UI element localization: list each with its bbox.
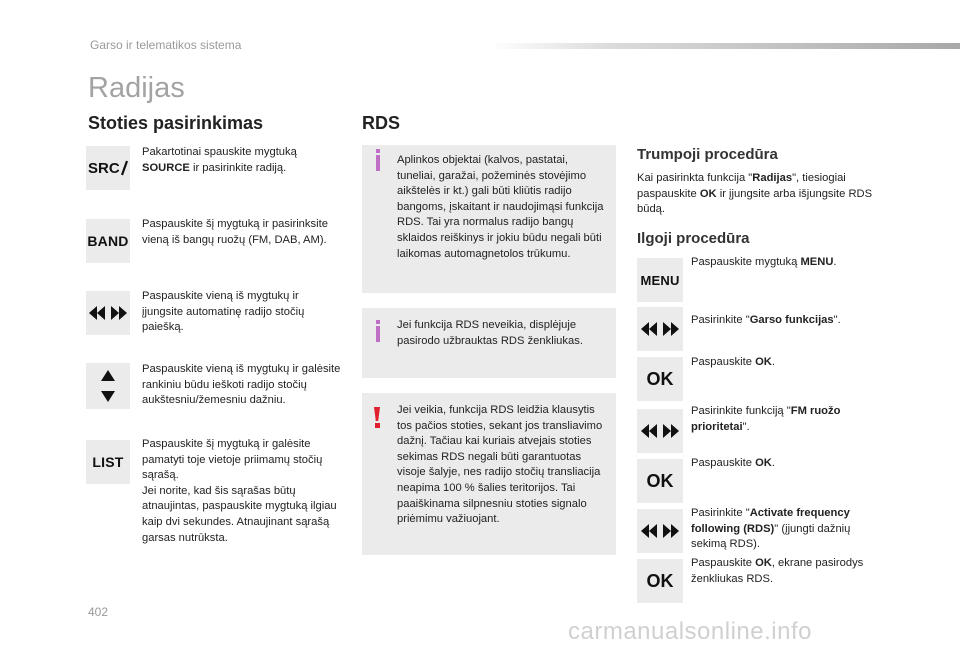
section-header: Garso ir telematikos sistema [90,38,242,52]
seek-arrows-icon [637,509,683,553]
step-2-text: Pasirinkite "Garso funkcijas". [691,314,841,326]
seek-arrows-icon [86,291,130,335]
info-note-rds-off: Jei funkcija RDS neveikia, displėjuje pasirodo užbrauktas RDS ženkliukas. [362,308,616,378]
manual-tuning-description: Paspauskite vieną iš mygtukų ir galėsite rankiniu būdu ieškoti radijo stočių aukštesniu/žemesniu dažniu. [142,363,341,407]
ok-button-icon: OK [637,559,683,603]
step-4-text: Pasirinkite funkciją "FM ruožo prioritetai". [691,405,841,433]
warning-note-rds-following: Jei veikia, funkcija RDS leidžia klausytis tos pačios stoties, sekant jos transliavimo dažnį. Tačiau kai kuriais atvejais stoties sekimas RDS negali būti garantuotas visoje šalyje, nes radijo stočių transliacija neapima 100 % šalies teritorijos. Tai paaiškinama silpnesniu stoties signalo priėmimu važiuojant. [362,393,616,555]
warning-icon [374,407,380,421]
warning-icon-dot [375,423,380,428]
up-down-arrows-icon [86,363,130,409]
seek-description: Paspauskite vieną iš mygtukų ir įjungsite automatinę radijo stočių paiešką. [142,290,305,334]
src-button-icon [86,146,130,190]
step-3-text: Paspauskite OK. [691,356,775,368]
page-title: Radijas [88,72,185,104]
seek-arrows-icon [637,307,683,351]
short-procedure-heading: Trumpoji procedūra [637,146,778,163]
seek-arrows-icon [637,409,683,453]
info-note-obstacles: Aplinkos objektai (kalvos, pastatai, tuneliai, garažai, požeminės stovėjimo aikštelės ir kt.) gali būti kliūtis radijo bangoms, įskaitant ir naudojimąsi funkcija RDS. Tai yra normalus radijo bangų sklaidos reiškinys ir jokiu būdu negali būti laikomas automagnetolos trūkumu. [362,145,616,293]
ok-button-icon: OK [637,357,683,401]
header-rule [490,43,960,49]
info-icon [376,155,380,171]
list-button-icon: LIST [86,440,130,484]
svg-text:SRC: SRC [88,160,120,177]
page-number: 402 [88,605,109,619]
menu-button-icon: MENU [637,258,683,302]
step-1-text: Paspauskite mygtuką MENU. [691,256,837,268]
long-procedure-heading: Ilgoji procedūra [637,230,750,247]
step-5-text: Paspauskite OK. [691,457,775,469]
src-description: Pakartotinai spauskite mygtuką SOURCE ir pasirinkite radiją. [142,146,297,174]
step-7-text: Paspauskite OK, ekrane pasirodys ženkliukas RDS. [691,557,864,585]
ok-button-icon: OK [637,459,683,503]
short-procedure-text: Kai pasirinkta funkcija "Radijas", tiesiogiai paspauskite OK ir įjungsite arba išjungsite RDS būdą. [637,172,873,216]
info-icon [376,326,380,342]
station-selection-heading: Stoties pasirinkimas [88,113,264,133]
step-6-text: Pasirinkite "Activate frequency following (RDS)" (įjungti dažnių sekimą RDS). [691,507,851,551]
watermark: carmanualsonline.info [568,618,812,645]
rds-heading: RDS [362,113,401,133]
band-button-icon: BAND [86,219,130,263]
list-description: Paspauskite šį mygtuką ir galėsite pamatyti toje vietoje priimamų stočių sąrašą. Jei norite, kad šis sąrašas būtų atnaujintas, paspauskite mygtuką ilgiau kaip dvi sekundes. Atnaujinant sąrašą garsas nutrūksta. [142,438,337,544]
band-description: Paspauskite šį mygtuką ir pasirinksite vieną iš bangų ruožų (FM, DAB, AM). [142,218,328,246]
